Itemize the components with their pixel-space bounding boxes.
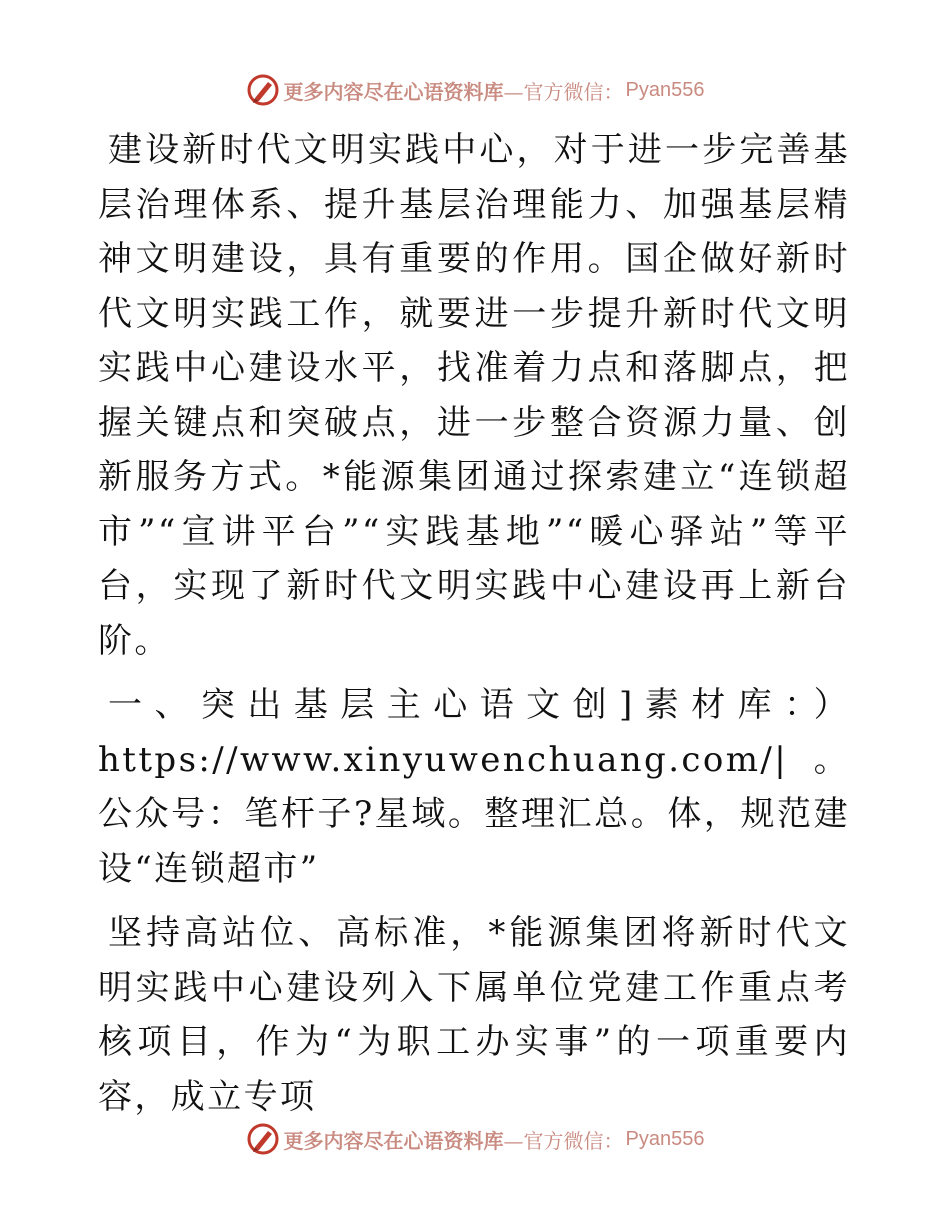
banner-wechat-id: Pyan556: [625, 78, 705, 101]
header-watermark-banner: [0, 70, 950, 110]
banner-wechat-label: —官方微信：: [503, 1128, 624, 1153]
footer-watermark-banner: [0, 1119, 950, 1159]
banner-library-text: 更多内容尽在心语资料库: [283, 79, 504, 104]
pen-logo-icon: [246, 73, 280, 107]
paragraph-section-heading: 一、突出基层主心语文创]素材库：）https://www.xinyuwenchuang.com/|。公众号：笔杆子?星域。整理汇总。体，规范建设“连锁超市”: [98, 685, 850, 889]
banner-library-text: 更多内容尽在心语资料库: [283, 1128, 504, 1153]
document-body: [98, 123, 850, 1124]
banner-wechat-label: —官方微信：: [503, 79, 624, 104]
banner-wechat-id: Pyan556: [625, 1127, 705, 1150]
pen-logo-icon: [246, 1122, 280, 1156]
paragraph-intro: 建设新时代文明实践中心，对于进一步完善基层治理体系、提升基层治理能力、加强基层精神文明建设，具有重要的作用。国企做好新时代文明实践工作，就要进一步提升新时代文明实践中心建设水平，找准着力点和落脚点，把握关键点和突破点，进一步整合资源力量、创新服务方式。*能源集团通过探索建立“连锁超市”“宣讲平台”“实践基地”“暖心驿站”等平台，实现了新时代文明实践中心建设再上新台阶。: [98, 130, 850, 661]
paragraph-standards: 坚持高站位、高标准，*能源集团将新时代文明实践中心建设列入下属单位党建工作重点考核项目，作为“为职工办实事”的一项重要内容，成立专项: [98, 913, 850, 1117]
